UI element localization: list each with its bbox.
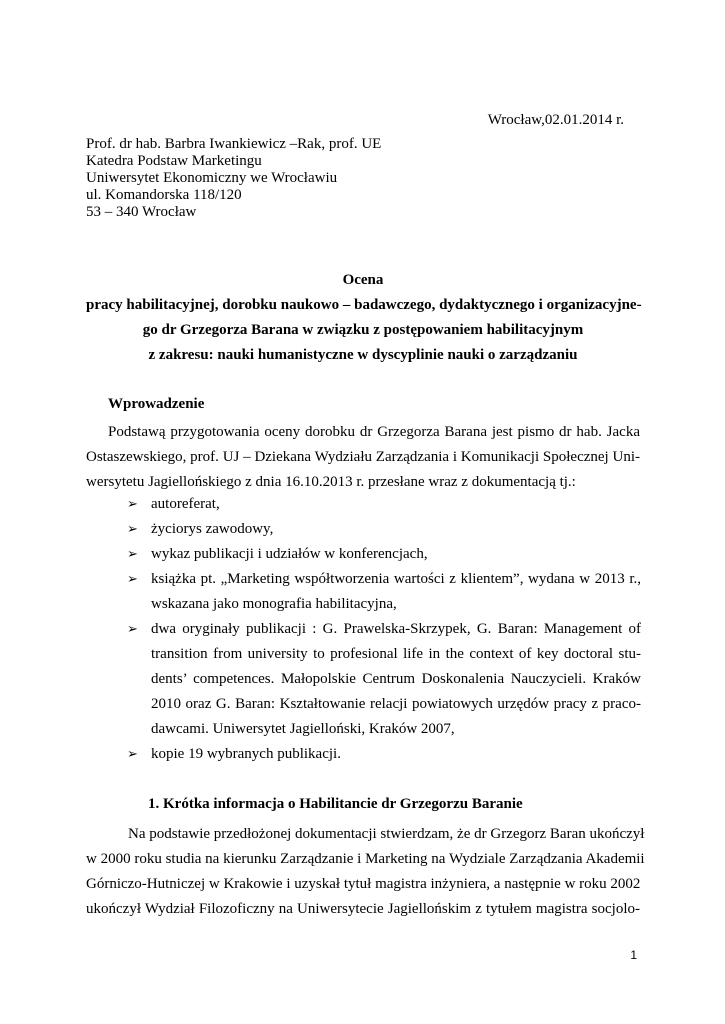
addressee-line: Prof. dr hab. Barbra Iwankiewicz –Rak, prof. UE (86, 136, 382, 152)
paragraph-line: w 2000 roku studia na kierunku Zarządzanie i Marketing na Wydziale Zarządzania Akademii (86, 851, 645, 867)
paragraph-line: Górniczo-Hutniczej w Krakowie i uzyskał tytuł magistra inżyniera, a następnie w roku 2002 (86, 876, 641, 892)
list-item: ➢ kopie 19 wybranych publikacji. (127, 742, 641, 767)
arrow-bullet-icon: ➢ (127, 747, 138, 762)
paragraph-line: wersytetu Jagiellońskiego z dnia 16.10.2013 r. przesłane wraz z dokumentacją tj.: (86, 474, 576, 490)
arrow-bullet-icon: ➢ (127, 547, 138, 562)
list-item: ➢ autoreferat, (127, 492, 641, 517)
addressee-line: Katedra Podstaw Marketingu (86, 153, 262, 169)
list-item: ➢ życiorys zawodowy, (127, 517, 641, 542)
list-item: ➢ wykaz publikacji i udziałów w konferencjach, (127, 542, 641, 567)
paragraph-line: Podstawą przygotowania oceny dorobku dr Grzegorza Barana jest pismo dr hab. Jacka (108, 424, 640, 440)
addressee-line: ul. Komandorska 118/120 (86, 187, 242, 203)
paragraph-line: Ostaszewskiego, prof. UJ – Dziekana Wydziału Zarządzania i Komunikacji Społecznej Uni- (86, 449, 640, 465)
intro-paragraph (86, 420, 640, 495)
document-title (86, 268, 640, 368)
arrow-bullet-icon: ➢ (127, 572, 138, 587)
intro-heading: Wprowadzenie (108, 396, 205, 412)
addressee-block (86, 136, 381, 221)
arrow-bullet-icon: ➢ (127, 497, 138, 512)
section-1-paragraph (86, 822, 645, 922)
attachments-list (127, 492, 641, 767)
title-line: go dr Grzegorza Barana w związku z postępowaniem habilitacyjnym (142, 322, 584, 338)
arrow-bullet-icon: ➢ (127, 622, 138, 637)
addressee-line: Uniwersytet Ekonomiczny we Wrocławiu (86, 170, 338, 186)
title-line: z zakresu: nauki humanistyczne w dyscyplinie nauki o zarządzaniu (148, 347, 578, 363)
title-line: pracy habilitacyjnej, dorobku naukowo – badawczego, dydaktycznego i organizacyjne- (86, 297, 642, 313)
page-number: 1 (630, 948, 637, 962)
list-item: ➢ dwa oryginały publikacji : G. Prawelska-Skrzypek, G. Baran: Management of transition from university to profesional life in the context of key doctoral stu- dents’ competences. Małopolskie Centrum Doskonalenia Nauczycieli. Kraków 2010 oraz G. Baran: Kształtowanie relacji powiatowych urzędów pracy z praco- dawcami. Uniwersytet Jagielloński, Kraków 2007, (127, 617, 641, 742)
arrow-bullet-icon: ➢ (127, 522, 138, 537)
addressee-line: 53 – 340 Wrocław (86, 204, 197, 220)
list-item: ➢ książka pt. „Marketing współtworzenia wartości z klientem”, wydana w 2013 r., wskazana jako monografia habilitacyjna, (127, 567, 641, 617)
paragraph-line: Na podstawie przedłożonej dokumentacji stwierdzam, że dr Grzegorz Baran ukończył (128, 826, 645, 842)
letter-date: Wrocław,02.01.2014 r. (487, 112, 624, 128)
section-1-heading: 1. Krótka informacja o Habilitancie dr Grzegorzu Baranie (148, 796, 523, 812)
title-line: Ocena (342, 272, 384, 288)
paragraph-line: ukończył Wydział Filozoficzny na Uniwersytecie Jagiellońskim z tytułem magistra socjolo- (86, 901, 640, 917)
